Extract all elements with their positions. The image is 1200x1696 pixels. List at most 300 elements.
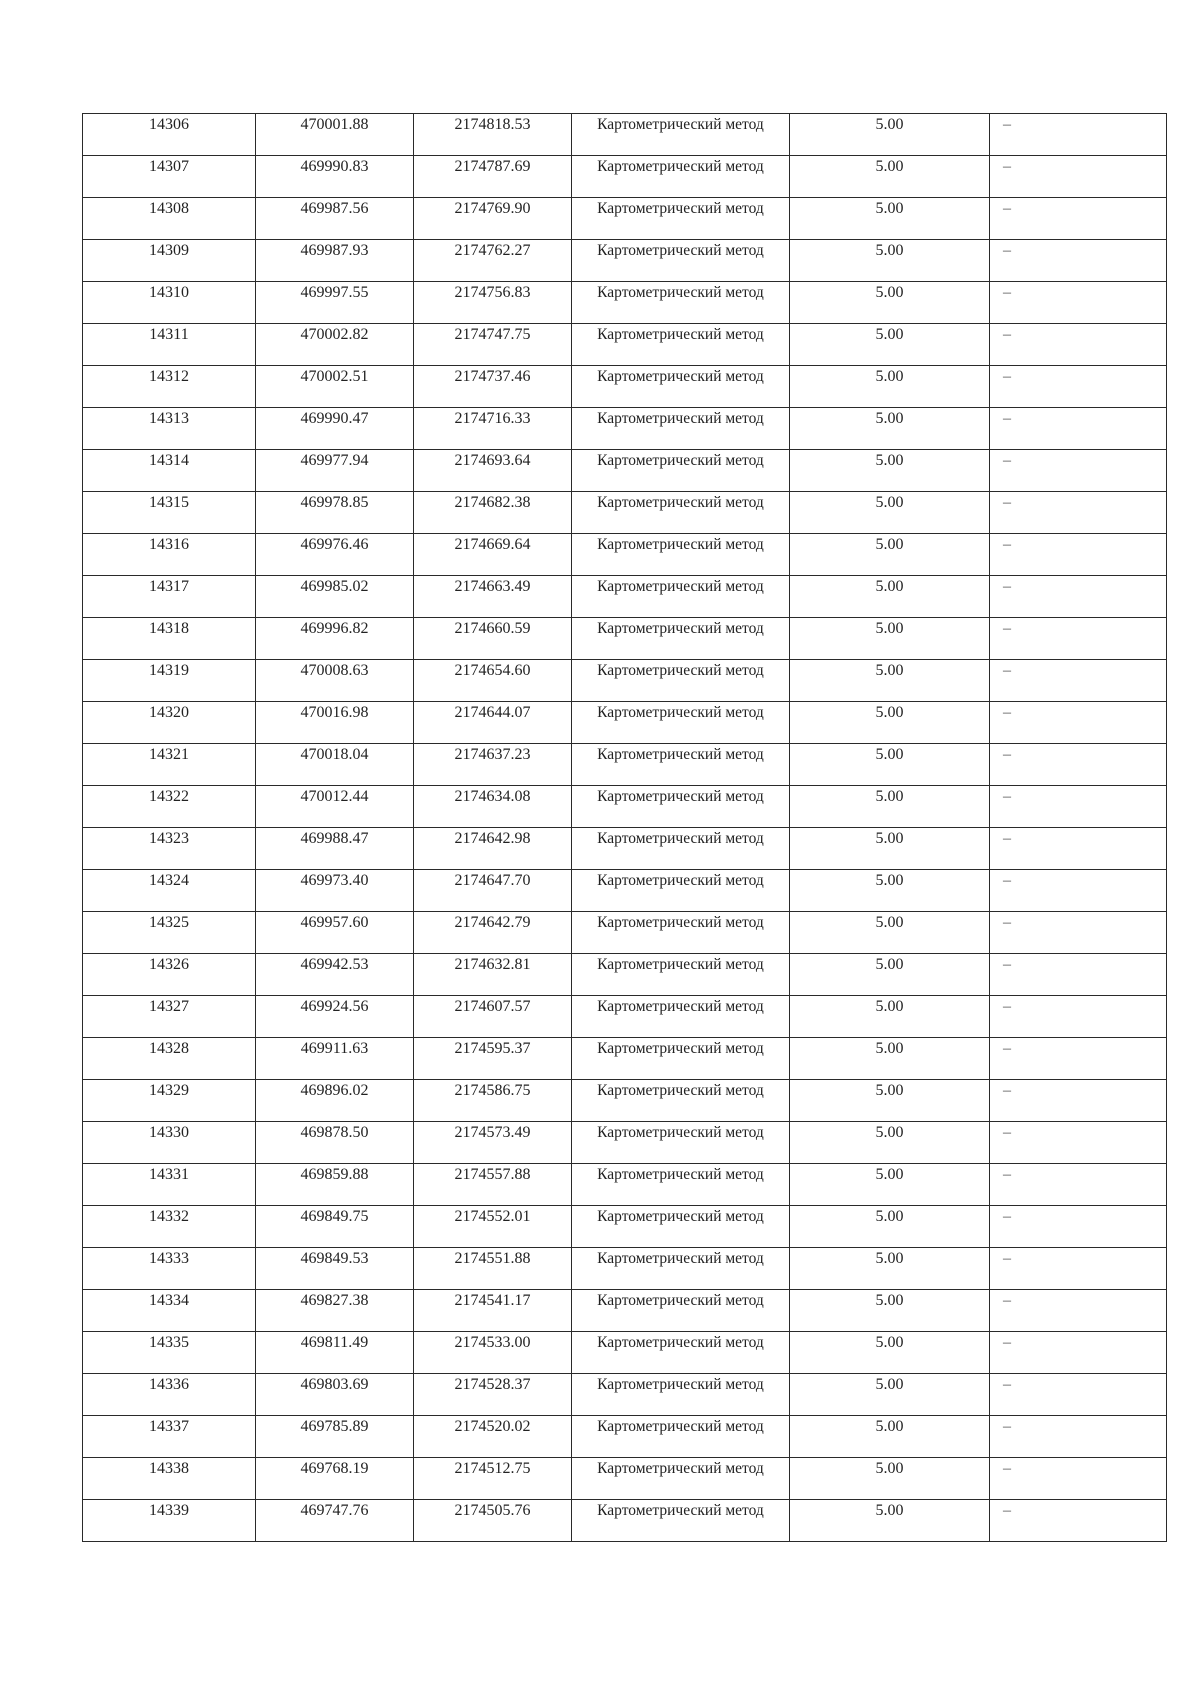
method-value: Картометрический метод — [597, 200, 764, 217]
y-coordinate-cell — [414, 1500, 572, 1542]
accuracy-cell — [790, 1164, 990, 1206]
method-value: Картометрический метод — [597, 326, 764, 343]
x-coordinate-cell — [256, 828, 414, 870]
method-value: Картометрический метод — [597, 662, 764, 679]
method-cell — [572, 450, 790, 492]
method-cell — [572, 1290, 790, 1332]
y-coordinate-cell — [414, 492, 572, 534]
note-cell — [990, 1500, 1167, 1542]
point-number-value: 14331 — [149, 1166, 189, 1183]
note-cell — [990, 1416, 1167, 1458]
method-cell — [572, 786, 790, 828]
point-number-cell — [83, 786, 256, 828]
note-value: – — [1003, 578, 1011, 595]
note-cell — [990, 1290, 1167, 1332]
note-cell — [990, 1248, 1167, 1290]
method-value: Картометрический метод — [597, 1460, 764, 1477]
method-cell — [572, 408, 790, 450]
method-cell — [572, 618, 790, 660]
x-coordinate-value: 469878.50 — [300, 1124, 369, 1141]
table-row — [83, 828, 1167, 870]
table-row — [83, 1122, 1167, 1164]
x-coordinate-value: 469768.19 — [300, 1460, 369, 1477]
accuracy-cell — [790, 870, 990, 912]
table-row — [83, 1374, 1167, 1416]
point-number-cell — [83, 450, 256, 492]
method-value: Картометрический метод — [597, 830, 764, 847]
method-cell — [572, 282, 790, 324]
accuracy-value: 5.00 — [875, 368, 904, 385]
accuracy-cell — [790, 1038, 990, 1080]
table-row — [83, 1164, 1167, 1206]
note-value: – — [1003, 494, 1011, 511]
note-cell — [990, 576, 1167, 618]
point-number-cell — [83, 1164, 256, 1206]
x-coordinate-value: 469911.63 — [300, 1040, 369, 1057]
x-coordinate-cell — [256, 1038, 414, 1080]
x-coordinate-cell — [256, 114, 414, 156]
method-cell — [572, 744, 790, 786]
x-coordinate-cell — [256, 744, 414, 786]
note-cell — [990, 1164, 1167, 1206]
note-cell — [990, 786, 1167, 828]
accuracy-cell — [790, 408, 990, 450]
y-coordinate-value: 2174595.37 — [454, 1040, 531, 1057]
x-coordinate-value: 470018.04 — [300, 746, 369, 763]
accuracy-value: 5.00 — [875, 284, 904, 301]
accuracy-cell — [790, 492, 990, 534]
x-coordinate-value: 469996.82 — [300, 620, 369, 637]
table-row — [83, 1500, 1167, 1542]
y-coordinate-cell — [414, 408, 572, 450]
x-coordinate-cell — [256, 366, 414, 408]
note-value: – — [1003, 620, 1011, 637]
x-coordinate-value: 470002.82 — [300, 326, 369, 343]
accuracy-value: 5.00 — [875, 116, 904, 133]
point-number-cell — [83, 1458, 256, 1500]
table-row — [83, 114, 1167, 156]
y-coordinate-cell — [414, 324, 572, 366]
accuracy-cell — [790, 786, 990, 828]
method-value: Картометрический метод — [597, 704, 764, 721]
accuracy-value: 5.00 — [875, 1418, 904, 1435]
note-value: – — [1003, 368, 1011, 385]
method-value: Картометрический метод — [597, 410, 764, 427]
accuracy-cell — [790, 366, 990, 408]
accuracy-value: 5.00 — [875, 788, 904, 805]
x-coordinate-cell — [256, 912, 414, 954]
y-coordinate-value: 2174557.88 — [454, 1166, 531, 1183]
x-coordinate-cell — [256, 1332, 414, 1374]
table-body — [83, 114, 1167, 1542]
point-number-value: 14329 — [149, 1082, 189, 1099]
table-row — [83, 1248, 1167, 1290]
point-number-cell — [83, 1206, 256, 1248]
table-row — [83, 1458, 1167, 1500]
accuracy-cell — [790, 1080, 990, 1122]
note-cell — [990, 1122, 1167, 1164]
y-coordinate-cell — [414, 618, 572, 660]
method-value: Картометрический метод — [597, 494, 764, 511]
x-coordinate-value: 469849.75 — [300, 1208, 369, 1225]
x-coordinate-cell — [256, 1206, 414, 1248]
y-coordinate-value: 2174607.57 — [454, 998, 531, 1015]
point-number-value: 14330 — [149, 1124, 189, 1141]
point-number-value: 14309 — [149, 242, 189, 259]
accuracy-value: 5.00 — [875, 830, 904, 847]
x-coordinate-value: 469987.56 — [300, 200, 369, 217]
x-coordinate-value: 470002.51 — [300, 368, 369, 385]
point-number-value: 14316 — [149, 536, 189, 553]
method-value: Картометрический метод — [597, 242, 764, 259]
method-cell — [572, 1164, 790, 1206]
accuracy-cell — [790, 828, 990, 870]
point-number-cell — [83, 744, 256, 786]
method-cell — [572, 1416, 790, 1458]
y-coordinate-value: 2174644.07 — [454, 704, 531, 721]
note-value: – — [1003, 1166, 1011, 1183]
y-coordinate-cell — [414, 744, 572, 786]
note-cell — [990, 954, 1167, 996]
accuracy-value: 5.00 — [875, 326, 904, 343]
x-coordinate-value: 469976.46 — [300, 536, 369, 553]
accuracy-value: 5.00 — [875, 1082, 904, 1099]
y-coordinate-cell — [414, 996, 572, 1038]
point-number-value: 14311 — [149, 326, 189, 343]
table-row — [83, 324, 1167, 366]
note-value: – — [1003, 410, 1011, 427]
y-coordinate-cell — [414, 1164, 572, 1206]
y-coordinate-value: 2174693.64 — [454, 452, 531, 469]
x-coordinate-value: 469987.93 — [300, 242, 369, 259]
point-number-cell — [83, 408, 256, 450]
table-row — [83, 366, 1167, 408]
note-value: – — [1003, 830, 1011, 847]
y-coordinate-value: 2174654.60 — [454, 662, 531, 679]
table-row — [83, 450, 1167, 492]
accuracy-value: 5.00 — [875, 1376, 904, 1393]
accuracy-value: 5.00 — [875, 494, 904, 511]
note-cell — [990, 1080, 1167, 1122]
x-coordinate-cell — [256, 660, 414, 702]
x-coordinate-cell — [256, 996, 414, 1038]
accuracy-cell — [790, 660, 990, 702]
note-cell — [990, 828, 1167, 870]
y-coordinate-cell — [414, 1416, 572, 1458]
y-coordinate-cell — [414, 786, 572, 828]
method-value: Картометрический метод — [597, 1166, 764, 1183]
y-coordinate-value: 2174647.70 — [454, 872, 531, 889]
table-row — [83, 1290, 1167, 1332]
note-value: – — [1003, 116, 1011, 133]
note-cell — [990, 198, 1167, 240]
point-number-value: 14306 — [149, 116, 189, 133]
method-value: Картометрический метод — [597, 1208, 764, 1225]
point-number-cell — [83, 534, 256, 576]
point-number-value: 14320 — [149, 704, 189, 721]
note-value: – — [1003, 998, 1011, 1015]
coordinates-table — [82, 113, 1167, 1542]
note-cell — [990, 408, 1167, 450]
method-value: Картометрический метод — [597, 872, 764, 889]
accuracy-value: 5.00 — [875, 872, 904, 889]
y-coordinate-value: 2174512.75 — [454, 1460, 531, 1477]
note-value: – — [1003, 1334, 1011, 1351]
x-coordinate-cell — [256, 156, 414, 198]
method-value: Картометрический метод — [597, 536, 764, 553]
x-coordinate-cell — [256, 786, 414, 828]
x-coordinate-cell — [256, 282, 414, 324]
point-number-value: 14328 — [149, 1040, 189, 1057]
y-coordinate-value: 2174737.46 — [454, 368, 531, 385]
table-row — [83, 618, 1167, 660]
method-cell — [572, 1038, 790, 1080]
accuracy-value: 5.00 — [875, 200, 904, 217]
note-value: – — [1003, 956, 1011, 973]
note-cell — [990, 324, 1167, 366]
y-coordinate-cell — [414, 1374, 572, 1416]
note-cell — [990, 1458, 1167, 1500]
point-number-cell — [83, 240, 256, 282]
note-value: – — [1003, 788, 1011, 805]
y-coordinate-cell — [414, 576, 572, 618]
accuracy-cell — [790, 198, 990, 240]
note-cell — [990, 1332, 1167, 1374]
x-coordinate-cell — [256, 702, 414, 744]
y-coordinate-cell — [414, 240, 572, 282]
note-value: – — [1003, 1040, 1011, 1057]
method-value: Картометрический метод — [597, 998, 764, 1015]
y-coordinate-cell — [414, 282, 572, 324]
x-coordinate-value: 469990.47 — [300, 410, 369, 427]
point-number-cell — [83, 366, 256, 408]
note-cell — [990, 450, 1167, 492]
method-cell — [572, 828, 790, 870]
y-coordinate-value: 2174716.33 — [454, 410, 531, 427]
method-value: Картометрический метод — [597, 368, 764, 385]
y-coordinate-value: 2174551.88 — [454, 1250, 531, 1267]
method-value: Картометрический метод — [597, 1040, 764, 1057]
y-coordinate-cell — [414, 702, 572, 744]
accuracy-cell — [790, 156, 990, 198]
note-value: – — [1003, 746, 1011, 763]
point-number-value: 14313 — [149, 410, 189, 427]
y-coordinate-value: 2174769.90 — [454, 200, 531, 217]
point-number-value: 14338 — [149, 1460, 189, 1477]
y-coordinate-value: 2174505.76 — [454, 1502, 531, 1519]
method-value: Картометрический метод — [597, 956, 764, 973]
note-cell — [990, 660, 1167, 702]
point-number-cell — [83, 1290, 256, 1332]
accuracy-cell — [790, 1458, 990, 1500]
point-number-value: 14318 — [149, 620, 189, 637]
x-coordinate-cell — [256, 534, 414, 576]
y-coordinate-cell — [414, 156, 572, 198]
y-coordinate-value: 2174756.83 — [454, 284, 531, 301]
accuracy-cell — [790, 912, 990, 954]
y-coordinate-value: 2174586.75 — [454, 1082, 531, 1099]
method-cell — [572, 1122, 790, 1164]
accuracy-value: 5.00 — [875, 704, 904, 721]
note-value: – — [1003, 1082, 1011, 1099]
method-value: Картометрический метод — [597, 788, 764, 805]
point-number-cell — [83, 282, 256, 324]
method-cell — [572, 198, 790, 240]
method-cell — [572, 114, 790, 156]
y-coordinate-cell — [414, 114, 572, 156]
accuracy-value: 5.00 — [875, 1208, 904, 1225]
accuracy-value: 5.00 — [875, 1166, 904, 1183]
method-cell — [572, 156, 790, 198]
accuracy-value: 5.00 — [875, 620, 904, 637]
accuracy-cell — [790, 1416, 990, 1458]
x-coordinate-value: 469988.47 — [300, 830, 369, 847]
x-coordinate-value: 469811.49 — [300, 1334, 369, 1351]
y-coordinate-cell — [414, 1038, 572, 1080]
note-cell — [990, 1038, 1167, 1080]
x-coordinate-cell — [256, 240, 414, 282]
x-coordinate-value: 469973.40 — [300, 872, 369, 889]
x-coordinate-cell — [256, 576, 414, 618]
x-coordinate-value: 469985.02 — [300, 578, 369, 595]
point-number-cell — [83, 870, 256, 912]
x-coordinate-cell — [256, 954, 414, 996]
point-number-value: 14323 — [149, 830, 189, 847]
note-value: – — [1003, 1418, 1011, 1435]
note-value: – — [1003, 1376, 1011, 1393]
x-coordinate-value: 469997.55 — [300, 284, 369, 301]
x-coordinate-value: 469957.60 — [300, 914, 369, 931]
method-value: Картометрический метод — [597, 116, 764, 133]
table-row — [83, 1080, 1167, 1122]
method-cell — [572, 492, 790, 534]
x-coordinate-cell — [256, 198, 414, 240]
note-cell — [990, 114, 1167, 156]
x-coordinate-value: 469859.88 — [300, 1166, 369, 1183]
y-coordinate-cell — [414, 1206, 572, 1248]
note-value: – — [1003, 1124, 1011, 1141]
point-number-value: 14314 — [149, 452, 189, 469]
point-number-cell — [83, 702, 256, 744]
method-cell — [572, 366, 790, 408]
point-number-cell — [83, 1374, 256, 1416]
x-coordinate-cell — [256, 1416, 414, 1458]
y-coordinate-cell — [414, 828, 572, 870]
point-number-value: 14336 — [149, 1376, 189, 1393]
accuracy-value: 5.00 — [875, 1502, 904, 1519]
y-coordinate-value: 2174787.69 — [454, 158, 531, 175]
method-value: Картометрический метод — [597, 1376, 764, 1393]
accuracy-value: 5.00 — [875, 914, 904, 931]
note-value: – — [1003, 914, 1011, 931]
x-coordinate-cell — [256, 492, 414, 534]
method-value: Картометрический метод — [597, 578, 764, 595]
accuracy-cell — [790, 534, 990, 576]
y-coordinate-value: 2174632.81 — [454, 956, 531, 973]
accuracy-value: 5.00 — [875, 1292, 904, 1309]
table-row — [83, 786, 1167, 828]
method-value: Картометрический метод — [597, 1334, 764, 1351]
accuracy-value: 5.00 — [875, 578, 904, 595]
accuracy-value: 5.00 — [875, 410, 904, 427]
method-value: Картометрический метод — [597, 914, 764, 931]
point-number-value: 14327 — [149, 998, 189, 1015]
x-coordinate-value: 470001.88 — [300, 116, 369, 133]
note-value: – — [1003, 158, 1011, 175]
method-cell — [572, 1206, 790, 1248]
point-number-value: 14310 — [149, 284, 189, 301]
x-coordinate-cell — [256, 324, 414, 366]
method-cell — [572, 576, 790, 618]
point-number-value: 14317 — [149, 578, 189, 595]
point-number-cell — [83, 1416, 256, 1458]
note-cell — [990, 156, 1167, 198]
accuracy-cell — [790, 954, 990, 996]
accuracy-cell — [790, 450, 990, 492]
x-coordinate-cell — [256, 1164, 414, 1206]
table-row — [83, 240, 1167, 282]
note-cell — [990, 996, 1167, 1038]
note-cell — [990, 744, 1167, 786]
x-coordinate-cell — [256, 1458, 414, 1500]
table-row — [83, 744, 1167, 786]
accuracy-cell — [790, 1122, 990, 1164]
y-coordinate-value: 2174682.38 — [454, 494, 531, 511]
accuracy-value: 5.00 — [875, 998, 904, 1015]
table-row — [83, 408, 1167, 450]
method-value: Картометрический метод — [597, 284, 764, 301]
y-coordinate-cell — [414, 1458, 572, 1500]
method-cell — [572, 1374, 790, 1416]
y-coordinate-value: 2174663.49 — [454, 578, 531, 595]
method-cell — [572, 1080, 790, 1122]
point-number-value: 14321 — [149, 746, 189, 763]
point-number-value: 14325 — [149, 914, 189, 931]
method-cell — [572, 912, 790, 954]
point-number-cell — [83, 912, 256, 954]
note-cell — [990, 870, 1167, 912]
accuracy-value: 5.00 — [875, 1040, 904, 1057]
point-number-cell — [83, 492, 256, 534]
note-cell — [990, 366, 1167, 408]
accuracy-value: 5.00 — [875, 242, 904, 259]
accuracy-value: 5.00 — [875, 1460, 904, 1477]
note-value: – — [1003, 1250, 1011, 1267]
table-row — [83, 198, 1167, 240]
note-cell — [990, 1374, 1167, 1416]
x-coordinate-cell — [256, 1500, 414, 1542]
table-row — [83, 1206, 1167, 1248]
y-coordinate-cell — [414, 660, 572, 702]
note-cell — [990, 912, 1167, 954]
note-cell — [990, 492, 1167, 534]
note-value: – — [1003, 536, 1011, 553]
table-row — [83, 534, 1167, 576]
point-number-cell — [83, 156, 256, 198]
note-value: – — [1003, 1208, 1011, 1225]
method-value: Картометрический метод — [597, 1292, 764, 1309]
accuracy-value: 5.00 — [875, 1334, 904, 1351]
accuracy-value: 5.00 — [875, 452, 904, 469]
accuracy-cell — [790, 576, 990, 618]
accuracy-value: 5.00 — [875, 158, 904, 175]
x-coordinate-value: 469785.89 — [300, 1418, 369, 1435]
accuracy-cell — [790, 996, 990, 1038]
x-coordinate-value: 469977.94 — [300, 452, 369, 469]
note-value: – — [1003, 704, 1011, 721]
x-coordinate-value: 469747.76 — [300, 1502, 369, 1519]
method-value: Картометрический метод — [597, 1250, 764, 1267]
